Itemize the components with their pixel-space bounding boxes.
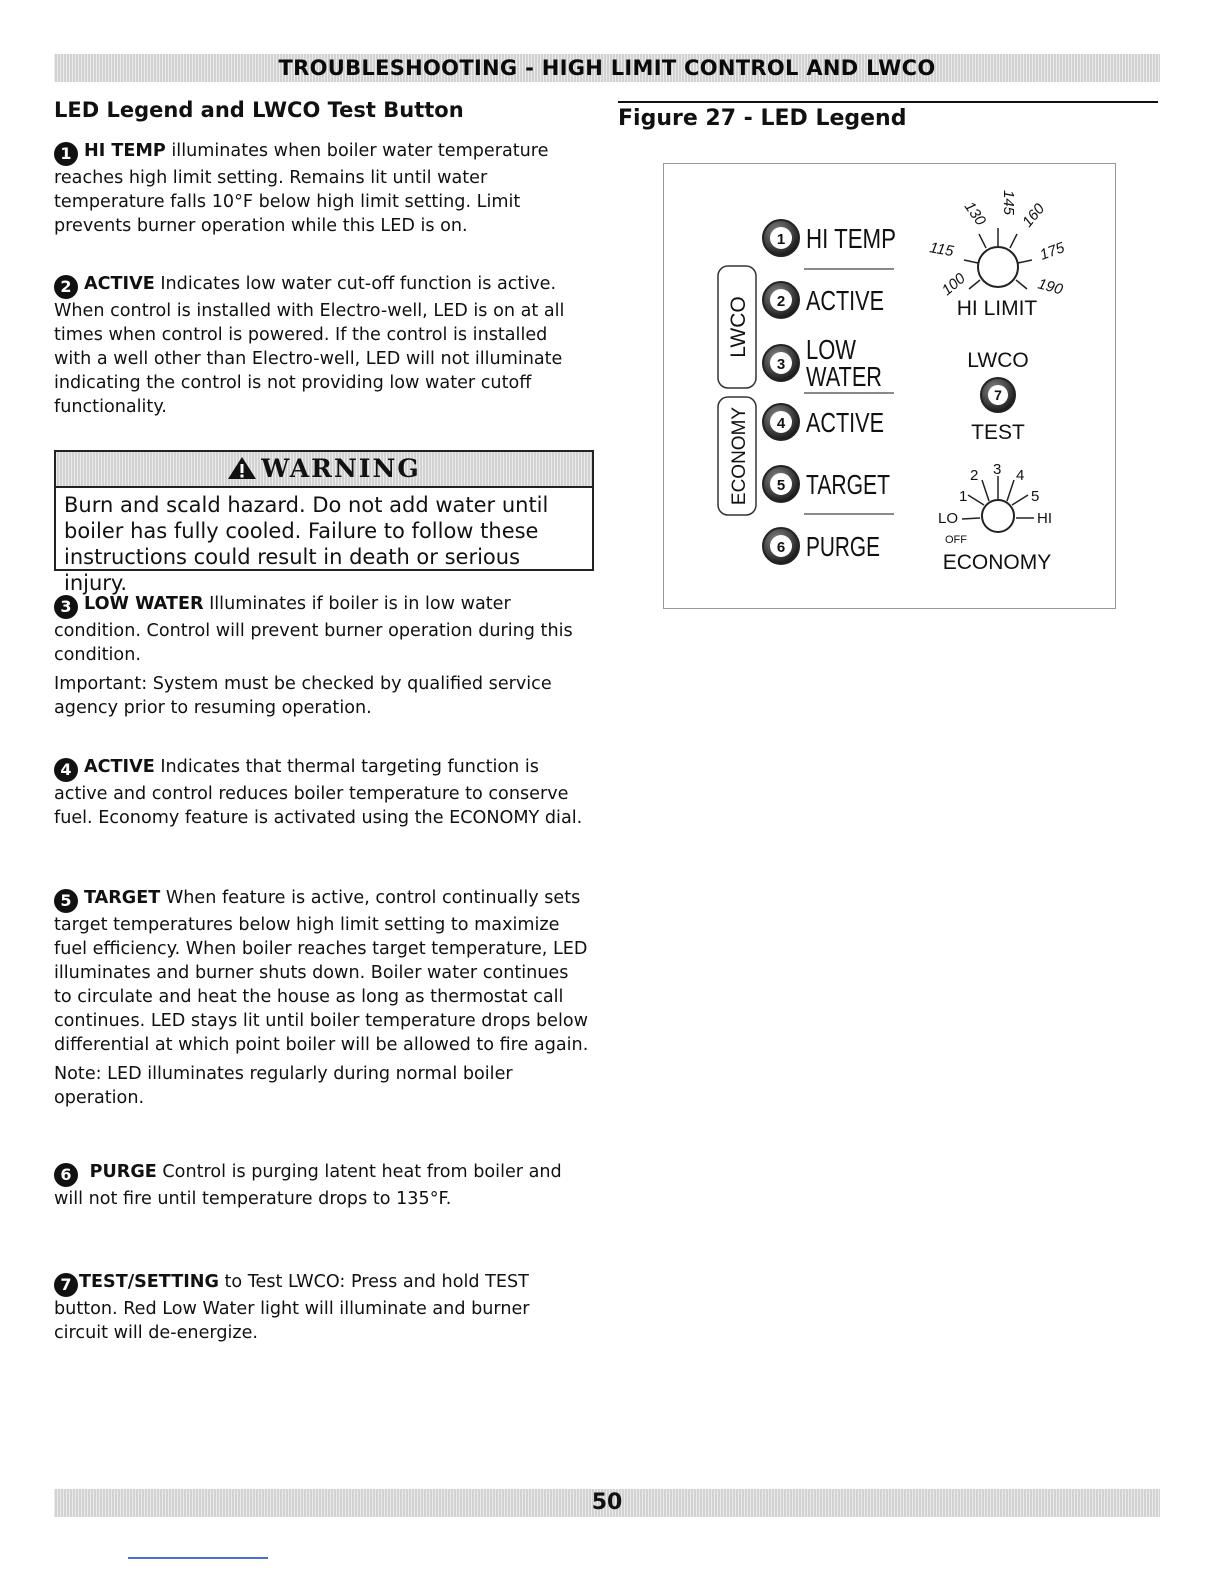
- led-number: 6: [776, 539, 786, 556]
- item-note: Important: System must be checked by qualified service agency prior to resuming operation.: [54, 674, 552, 718]
- led-lwco-active: [763, 282, 884, 318]
- economy-group-label: ECONOMY: [729, 406, 750, 506]
- led-number: 5: [776, 477, 786, 494]
- test-number: 7: [994, 387, 1002, 403]
- page-header-title: TROUBLESHOOTING - HIGH LIMIT CONTROL AND LWCO: [278, 56, 936, 80]
- dial-tick: [979, 234, 986, 248]
- item-text: Control is purging latent heat from boiler and will not fire until temperature drops to 135°F.: [54, 1162, 562, 1209]
- item-3: [54, 592, 589, 720]
- dial-lo-label: LO: [938, 510, 959, 527]
- section-title: LED Legend and LWCO Test Button: [54, 98, 464, 122]
- item-text: Indicates low water cut-off function is active. When control is installed with Electro-well, LED is on at all times when control is powered. If the control is installed with a well other than Electro-well, LED will not illuminate indicating the control is not providing low water cutoff functionality.: [54, 274, 565, 417]
- figure-title: Figure 27 - LED Legend: [618, 106, 907, 131]
- dial-tick: [1018, 260, 1032, 263]
- led-label-line2: WATER: [806, 361, 882, 392]
- number-badge: 5: [54, 889, 78, 913]
- item-label: TARGET: [84, 888, 161, 908]
- led-label: PURGE: [806, 531, 880, 562]
- number-badge: 1: [54, 142, 78, 166]
- dial-tick: [1012, 495, 1028, 505]
- dial-off-label: OFF: [945, 534, 967, 546]
- dial-label: ECONOMY: [942, 551, 1052, 574]
- page-number: 50: [591, 1490, 623, 1515]
- item-4: [54, 755, 589, 830]
- led-label-line1: LOW: [806, 334, 857, 365]
- dial-tick-label: 5: [1031, 488, 1040, 505]
- dial-tick-label: 100: [938, 269, 969, 300]
- dial-tick: [964, 260, 978, 263]
- dial-tick: [968, 495, 984, 505]
- led-label: ACTIVE: [806, 285, 884, 316]
- dial-tick: [1007, 480, 1014, 501]
- item-label: PURGE: [89, 1162, 157, 1182]
- number-badge: 7: [54, 1273, 78, 1297]
- dial-tick-label: 190: [1035, 275, 1065, 299]
- item-7: [54, 1270, 589, 1345]
- item-6: [54, 1160, 589, 1211]
- lwco-label: LWCO: [967, 349, 1029, 372]
- page-footer-bar: [54, 1489, 1160, 1517]
- dial-tick-label: 115: [928, 239, 955, 261]
- led-panel-graphic: [664, 164, 1117, 610]
- dial-tick-label: 175: [1037, 239, 1067, 264]
- led-economy-active: [763, 404, 884, 440]
- dial-tick-label: 1: [959, 488, 968, 505]
- dial-knob: [982, 500, 1014, 532]
- warning-box: [54, 450, 594, 595]
- test-label: TEST: [971, 421, 1025, 444]
- led-hi-temp: [763, 220, 896, 256]
- dial-tick: [982, 480, 989, 501]
- warning-header: [56, 452, 592, 488]
- item-note: Note: LED illuminates regularly during normal boiler operation.: [54, 1064, 513, 1108]
- figure-rule: [618, 101, 1158, 103]
- item-text: illuminates when boiler water temperature reaches high limit setting. Remains lit until water temperature falls 10°F below high limit setting. Limit prevents burner operation while this LED is on.: [54, 141, 549, 236]
- number-badge: 6: [54, 1163, 78, 1187]
- item-2: [54, 272, 589, 419]
- dial-tick-label: 2: [970, 467, 979, 484]
- item-5: [54, 886, 589, 1110]
- led-low-water: [763, 334, 882, 392]
- item-label: ACTIVE: [84, 757, 155, 777]
- led-label: TARGET: [806, 469, 890, 500]
- led-number: 2: [776, 293, 786, 310]
- item-label: LOW WATER: [84, 594, 204, 614]
- number-badge: 3: [54, 595, 78, 619]
- led-number: 3: [776, 356, 786, 373]
- number-badge: 2: [54, 275, 78, 299]
- item-label: ACTIVE: [84, 274, 155, 294]
- footer-link-line: [128, 1557, 268, 1559]
- led-legend-figure: [663, 163, 1116, 609]
- dial-tick-label: 3: [993, 461, 1002, 478]
- dial-tick: [1010, 234, 1017, 248]
- dial-tick: [962, 518, 980, 519]
- dial-knob: [978, 247, 1018, 287]
- dial-hi-label: HI: [1037, 510, 1052, 527]
- warning-heading: WARNING: [261, 454, 421, 483]
- item-1: [54, 139, 589, 238]
- economy-dial: [938, 461, 1052, 574]
- led-label: HI TEMP: [806, 223, 896, 254]
- dial-tick: [1016, 280, 1027, 289]
- dial-tick: [969, 280, 980, 289]
- item-label: HI TEMP: [84, 141, 166, 161]
- item-text: Illuminates if boiler is in low water condition. Control will prevent burner operation during this condition.: [54, 594, 573, 665]
- item-label: TEST/SETTING: [79, 1272, 219, 1292]
- led-purge: [763, 528, 880, 564]
- led-label: ACTIVE: [806, 407, 884, 438]
- warning-triangle-icon: [227, 456, 257, 480]
- lwco-test-button[interactable]: [967, 349, 1028, 444]
- led-number: 1: [776, 231, 786, 248]
- dial-label: HI LIMIT: [956, 297, 1038, 320]
- dial-tick-label: 145: [1000, 190, 1017, 216]
- hi-limit-dial: [928, 190, 1067, 320]
- led-number: 4: [776, 415, 786, 432]
- led-target: [763, 466, 890, 502]
- dial-tick-label: 4: [1016, 467, 1025, 484]
- lwco-group-label: LWCO: [727, 296, 750, 358]
- item-text: When feature is active, control continually sets target temperatures below high limit setting to maximize fuel efficiency. When boiler reaches target temperature, LED illuminates and burner shuts down. Boiler water continues to circulate and heat the house as long as thermostat call continues. LED stays lit until boiler temperature drops below differential at which point boiler will be allowed to fire again.: [54, 888, 589, 1055]
- item-text: to Test LWCO: Press and hold TEST button. Red Low Water light will illuminate and burner circuit will de-energize.: [54, 1272, 530, 1343]
- item-text: Indicates that thermal targeting function is active and control reduces boiler temperature to conserve fuel. Economy feature is activated using the ECONOMY dial.: [54, 757, 583, 828]
- number-badge: 4: [54, 758, 78, 782]
- warning-text: Burn and scald hazard. Do not add water until boiler has fully cooled. Failure to follow these instructions could result in death or serious injury.: [64, 493, 549, 595]
- legend-section: [54, 98, 599, 122]
- dial-tick-label: 130: [960, 198, 990, 229]
- dial-tick-label: 160: [1019, 200, 1049, 231]
- page-header-bar: [54, 54, 1160, 82]
